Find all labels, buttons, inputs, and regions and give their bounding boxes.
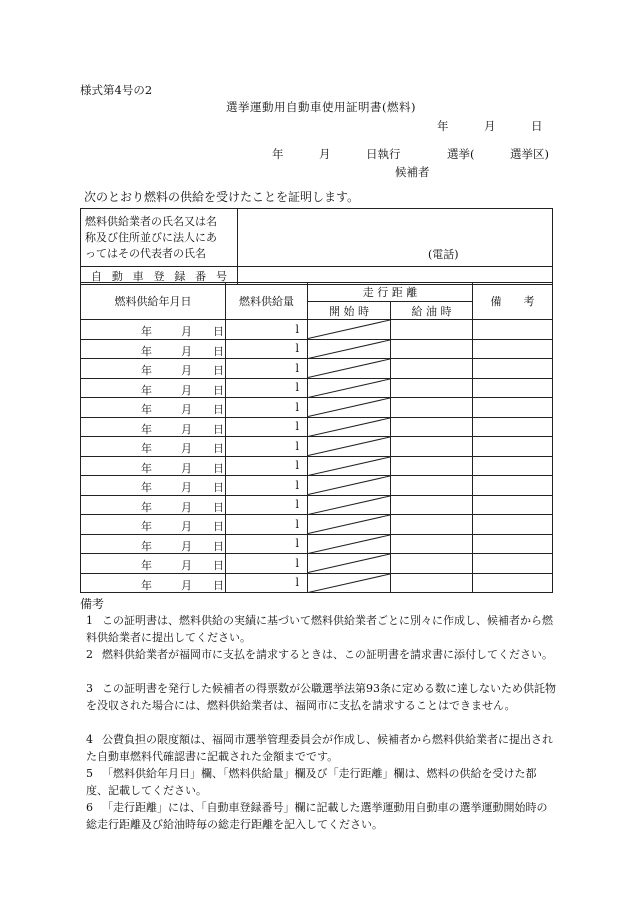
row-year: 年 [141, 461, 152, 475]
supply-qty-cell[interactable] [226, 515, 308, 535]
supply-qty-cell[interactable] [226, 359, 308, 379]
row-month: 月 [181, 520, 192, 533]
remarks-cell[interactable] [473, 554, 553, 574]
header-remarks: 備 考 [473, 283, 553, 320]
diagonal-slash [308, 379, 390, 398]
header-date: 燃料供給年月日 [81, 283, 226, 320]
start-distance-cell[interactable] [308, 359, 391, 379]
diagonal-slash [308, 340, 390, 359]
remarks-cell[interactable] [473, 339, 553, 359]
note-number: 6 [86, 801, 93, 814]
issue-date-year: 年 [437, 119, 449, 133]
note-number: 3 [86, 682, 93, 695]
row-month: 月 [181, 364, 192, 377]
row-month: 月 [181, 344, 192, 358]
supply-date-cell[interactable] [81, 476, 226, 496]
note-text: この証明書は、燃料供給の実績に基づいて燃料供給業者ごとに別々に作成し、候補者から燃料供給業者に提出してください。 [86, 614, 553, 644]
table-body [81, 320, 553, 593]
table-row [81, 554, 553, 574]
supply-date-cell[interactable] [81, 398, 226, 418]
remarks-cell[interactable] [473, 359, 553, 379]
supply-qty-cell[interactable] [226, 456, 308, 476]
row-day: 日 [213, 422, 224, 436]
diagonal-slash [308, 437, 390, 456]
election-held: 日執行 [366, 147, 401, 161]
refuel-distance-cell[interactable] [391, 554, 473, 574]
statement: 次のとおり燃料の供給を受けたことを証明します。 [84, 190, 360, 204]
document-title: 選挙運動用自動車使用証明書(燃料) [226, 100, 416, 114]
supply-qty-cell[interactable] [226, 398, 308, 418]
table-row [81, 437, 553, 457]
row-day: 日 [213, 325, 224, 338]
start-distance-cell[interactable] [308, 554, 391, 574]
diagonal-slash [308, 476, 390, 495]
row-year: 年 [141, 325, 152, 338]
row-year: 年 [141, 364, 152, 377]
row-year: 年 [141, 578, 152, 592]
supply-date-cell[interactable] [81, 554, 226, 574]
row-qty-unit: l [295, 322, 299, 336]
row-day: 日 [213, 539, 224, 553]
note-number: 4 [86, 733, 93, 746]
issue-date-day: 日 [531, 119, 543, 133]
note-text: 燃料供給業者が福岡市に支払を請求するときは、この証明書を請求書に添付してください。 [102, 648, 553, 661]
start-distance-cell[interactable] [308, 320, 391, 340]
row-qty-unit: l [295, 537, 299, 551]
supply-date-cell[interactable] [81, 456, 226, 476]
diagonal-slash [308, 535, 390, 554]
header-start: 開 始 時 [308, 302, 391, 320]
table-row [81, 320, 553, 340]
diagonal-slash [308, 398, 390, 417]
supplier-label-line3: ってはその代表者の氏名 [85, 246, 206, 260]
start-distance-cell[interactable] [308, 437, 391, 457]
row-month: 月 [181, 461, 192, 475]
row-month: 月 [181, 422, 192, 436]
issue-date-month: 月 [484, 119, 496, 133]
row-month: 月 [181, 539, 192, 553]
table-row [81, 378, 553, 398]
remarks-cell[interactable] [473, 378, 553, 398]
note-item [86, 646, 556, 663]
supply-qty-cell[interactable] [226, 339, 308, 359]
row-year: 年 [141, 559, 152, 572]
note-item [86, 731, 556, 765]
supply-date-cell[interactable] [81, 573, 226, 593]
row-qty-unit: l [295, 381, 299, 395]
row-month: 月 [181, 325, 192, 338]
table-row [81, 417, 553, 437]
diagonal-slash [308, 515, 390, 534]
row-qty-unit: l [295, 361, 299, 375]
row-qty-unit: l [295, 439, 299, 453]
supply-date-cell[interactable] [81, 320, 226, 340]
note-text: 「走行距離」には、「自動車登録番号」欄に記載した選挙運動用自動車の選挙運動開始時の総走行距離及び給油時毎の総走行距離を記入してください。 [86, 801, 548, 831]
supply-date-cell[interactable] [81, 417, 226, 437]
supply-qty-cell[interactable] [226, 378, 308, 398]
refuel-distance-cell[interactable] [391, 320, 473, 340]
supply-qty-cell[interactable] [226, 573, 308, 593]
supplier-name-field[interactable] [238, 209, 553, 267]
refuel-distance-cell[interactable] [391, 573, 473, 593]
start-distance-cell[interactable] [308, 378, 391, 398]
row-day: 日 [213, 578, 224, 592]
supply-date-cell[interactable] [81, 534, 226, 554]
row-year: 年 [141, 520, 152, 533]
row-day: 日 [213, 559, 224, 572]
note-text: 「燃料供給年月日」欄、「燃料供給量」欄及び「走行距離」欄は、燃料の供給を受けた都度、記載してください。 [86, 767, 537, 797]
supply-qty-cell[interactable] [226, 495, 308, 515]
row-day: 日 [213, 442, 224, 455]
start-distance-cell[interactable] [308, 398, 391, 418]
note-item [86, 612, 556, 646]
row-month: 月 [181, 383, 192, 397]
supply-qty-cell[interactable] [226, 437, 308, 457]
row-month: 月 [181, 559, 192, 572]
supply-qty-cell[interactable] [226, 534, 308, 554]
remarks-cell[interactable] [473, 515, 553, 535]
remarks-cell[interactable] [473, 476, 553, 496]
remarks-cell[interactable] [473, 417, 553, 437]
note-number: 2 [86, 648, 93, 661]
phone-label: (電話) [428, 248, 459, 261]
row-year: 年 [141, 422, 152, 436]
notes-title: 備考 [80, 597, 105, 611]
table-row [81, 456, 553, 476]
supply-qty-cell[interactable] [226, 554, 308, 574]
row-day: 日 [213, 364, 224, 377]
diagonal-slash [308, 320, 390, 339]
row-day: 日 [213, 344, 224, 358]
row-month: 月 [181, 403, 192, 416]
start-distance-cell[interactable] [308, 456, 391, 476]
supply-date-cell[interactable] [81, 359, 226, 379]
supplier-label-line1: 燃料供給業者の氏名又は名 [85, 214, 217, 228]
row-qty-unit: l [295, 400, 299, 414]
remarks-cell[interactable] [473, 398, 553, 418]
candidate-label: 候補者 [395, 165, 430, 179]
table-row [81, 573, 553, 593]
supply-date-cell[interactable] [81, 378, 226, 398]
election-district: 選挙区) [510, 147, 549, 161]
supply-date-cell[interactable] [81, 495, 226, 515]
row-qty-unit: l [295, 420, 299, 434]
row-day: 日 [213, 461, 224, 475]
election-name: 選挙( [447, 147, 475, 161]
start-distance-cell[interactable] [308, 515, 391, 535]
start-distance-cell[interactable] [308, 495, 391, 515]
header-refuel: 給 油 時 [391, 302, 473, 320]
diagonal-slash [308, 496, 390, 515]
remarks-cell[interactable] [473, 495, 553, 515]
row-qty-unit: l [295, 498, 299, 512]
supply-date-cell[interactable] [81, 339, 226, 359]
start-distance-cell[interactable] [308, 476, 391, 496]
note-text: 公費負担の限度額は、福岡市選挙管理委員会が作成し、候補者から燃料供給業者に提出された自動車燃料代確認書に記載された金額までです。 [86, 733, 553, 763]
remarks-cell[interactable] [473, 437, 553, 457]
note-text: この証明書を発行した候補者の得票数が公職選挙法第93条に定める数に達しないため供託物を没収された場合には、燃料供給業者は、福岡市に支払を請求することはできません。 [86, 682, 556, 712]
note-item [86, 680, 556, 714]
refuel-distance-cell[interactable] [391, 456, 473, 476]
row-year: 年 [141, 500, 152, 514]
remarks-cell[interactable] [473, 573, 553, 593]
note-number: 5 [86, 767, 93, 780]
row-month: 月 [181, 481, 192, 494]
row-qty-unit: l [295, 342, 299, 356]
diagonal-slash [308, 359, 390, 378]
row-day: 日 [213, 383, 224, 397]
diagonal-slash [308, 574, 390, 593]
header-qty: 燃料供給量 [226, 283, 308, 320]
refuel-distance-cell[interactable] [391, 437, 473, 457]
election-year: 年 [272, 147, 284, 161]
row-year: 年 [141, 481, 152, 494]
refuel-distance-cell[interactable] [391, 534, 473, 554]
table-row [81, 515, 553, 535]
remarks-cell[interactable] [473, 534, 553, 554]
row-year: 年 [141, 383, 152, 397]
supply-date-cell[interactable] [81, 515, 226, 535]
row-qty-unit: l [295, 478, 299, 492]
row-day: 日 [213, 481, 224, 494]
table-row [81, 534, 553, 554]
remarks-cell[interactable] [473, 456, 553, 476]
refuel-distance-cell[interactable] [391, 398, 473, 418]
start-distance-cell[interactable] [308, 573, 391, 593]
row-qty-unit: l [295, 517, 299, 531]
table-row [81, 359, 553, 379]
row-day: 日 [213, 403, 224, 416]
note-item [86, 765, 556, 799]
remarks-cell[interactable] [473, 320, 553, 340]
row-year: 年 [141, 539, 152, 553]
supplier-table [80, 208, 553, 285]
note-number: 1 [86, 614, 93, 627]
supply-qty-cell[interactable] [226, 320, 308, 340]
row-day: 日 [213, 520, 224, 533]
table-row [81, 339, 553, 359]
vehicle-label: 自 動 車 登 録 番 号 [81, 267, 238, 285]
refuel-distance-cell[interactable] [391, 417, 473, 437]
start-distance-cell[interactable] [308, 417, 391, 437]
refuel-distance-cell[interactable] [391, 495, 473, 515]
refuel-distance-cell[interactable] [391, 476, 473, 496]
row-month: 月 [181, 578, 192, 592]
start-distance-cell[interactable] [308, 339, 391, 359]
supply-date-cell[interactable] [81, 437, 226, 457]
row-qty-unit: l [295, 576, 299, 590]
supplier-label-cell [81, 209, 238, 267]
row-qty-unit: l [295, 459, 299, 473]
refuel-distance-cell[interactable] [391, 359, 473, 379]
refuel-distance-cell[interactable] [391, 378, 473, 398]
row-month: 月 [181, 442, 192, 455]
row-month: 月 [181, 500, 192, 514]
supply-qty-cell[interactable] [226, 417, 308, 437]
diagonal-slash [308, 457, 390, 476]
row-qty-unit: l [295, 556, 299, 570]
row-year: 年 [141, 403, 152, 416]
row-year: 年 [141, 344, 152, 358]
supplier-label-line2: 称及び住所並びに法人にあ [85, 230, 217, 244]
fuel-supply-table [80, 282, 553, 593]
election-month: 月 [319, 147, 331, 161]
supply-qty-cell[interactable] [226, 476, 308, 496]
row-year: 年 [141, 442, 152, 455]
table-row [81, 495, 553, 515]
refuel-distance-cell[interactable] [391, 339, 473, 359]
diagonal-slash [308, 418, 390, 437]
diagonal-slash [308, 554, 390, 573]
start-distance-cell[interactable] [308, 534, 391, 554]
row-day: 日 [213, 500, 224, 514]
table-row [81, 476, 553, 496]
note-item [86, 799, 556, 833]
table-row [81, 398, 553, 418]
header-distance: 走 行 距 離 [308, 283, 473, 302]
refuel-distance-cell[interactable] [391, 515, 473, 535]
form-number: 様式第4号の2 [80, 83, 153, 97]
